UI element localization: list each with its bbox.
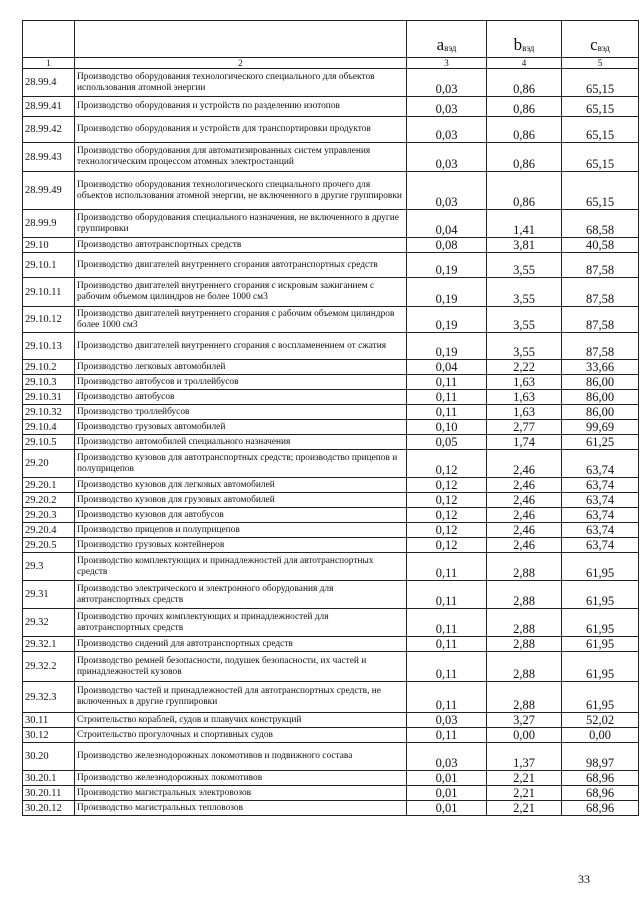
table-row [23, 333, 639, 360]
table-row [23, 553, 639, 581]
row-value-c: 86,00 [562, 405, 639, 420]
row-code: 29.10.1 [23, 253, 75, 278]
row-code: 28.99.4 [23, 69, 75, 97]
row-value-a: 0,19 [407, 278, 487, 307]
row-value-c: 87,58 [562, 253, 639, 278]
row-value-c: 65,15 [562, 172, 639, 210]
row-value-c: 63,74 [562, 523, 639, 538]
row-value-c: 61,95 [562, 682, 639, 713]
row-value-a: 0,03 [407, 117, 487, 143]
row-value-b: 2,46 [487, 523, 562, 538]
row-value-a: 0,19 [407, 307, 487, 333]
row-value-a: 0,11 [407, 609, 487, 637]
row-name: Производство прицепов и полуприцепов [75, 523, 407, 538]
table-row [23, 405, 639, 420]
row-value-c: 87,58 [562, 333, 639, 360]
table-row [23, 172, 639, 210]
row-value-b: 2,88 [487, 637, 562, 652]
table-row [23, 523, 639, 538]
row-value-c: 52,02 [562, 713, 639, 728]
column-number: 4 [487, 58, 562, 69]
table-row [23, 307, 639, 333]
row-code: 30.20.12 [23, 801, 75, 816]
table-row [23, 637, 639, 652]
row-name: Производство железнодорожных локомотивов [75, 771, 407, 786]
row-value-c: 63,74 [562, 450, 639, 478]
row-name: Производство сидений для автотранспортных средств [75, 637, 407, 652]
row-name: Производство грузовых автомобилей [75, 420, 407, 435]
row-name: Производство оборудования и устройств по разделению изотопов [75, 97, 407, 117]
row-value-b: 2,22 [487, 360, 562, 375]
table-row [23, 493, 639, 508]
row-value-a: 0,12 [407, 478, 487, 493]
row-name: Производство автотранспортных средств [75, 238, 407, 253]
header-a [407, 21, 487, 58]
row-value-c: 98,97 [562, 743, 639, 771]
page-number: 33 [578, 872, 590, 886]
row-value-c: 86,00 [562, 375, 639, 390]
row-name: Производство двигателей внутреннего сгорания автотранспортных средств [75, 253, 407, 278]
row-value-a: 0,19 [407, 333, 487, 360]
row-code: 28.99.41 [23, 97, 75, 117]
row-value-c: 61,95 [562, 637, 639, 652]
row-name: Производство автобусов и троллейбусов [75, 375, 407, 390]
row-value-a: 0,11 [407, 390, 487, 405]
header-b-sub: вэд [522, 43, 535, 53]
table-row [23, 435, 639, 450]
row-name: Производство кузовов для автотранспортных средств; производство прицепов и полуприцепов [75, 450, 407, 478]
row-value-a: 0,04 [407, 360, 487, 375]
row-value-c: 86,00 [562, 390, 639, 405]
row-code: 29.10 [23, 238, 75, 253]
row-value-b: 2,46 [487, 450, 562, 478]
table-row [23, 786, 639, 801]
row-value-b: 2,46 [487, 493, 562, 508]
row-name: Производство кузовов для легковых автомобилей [75, 478, 407, 493]
row-value-c: 63,74 [562, 538, 639, 553]
row-value-a: 0,12 [407, 538, 487, 553]
row-value-a: 0,11 [407, 553, 487, 581]
row-code: 29.10.12 [23, 307, 75, 333]
row-value-b: 1,63 [487, 375, 562, 390]
row-value-b: 3,55 [487, 333, 562, 360]
row-name: Производство железнодорожных локомотивов и подвижного состава [75, 743, 407, 771]
table-row [23, 713, 639, 728]
row-code: 30.20.11 [23, 786, 75, 801]
row-name: Производство оборудования технологического специального прочего для объектов использования атомной энергии, не включенного в другие группировки [75, 172, 407, 210]
table-row [23, 450, 639, 478]
row-value-a: 0,11 [407, 637, 487, 652]
row-value-c: 68,58 [562, 210, 639, 238]
row-code: 29.10.31 [23, 390, 75, 405]
row-value-a: 0,01 [407, 786, 487, 801]
row-code: 29.3 [23, 553, 75, 581]
row-name: Производство магистральных тепловозов [75, 801, 407, 816]
row-name: Производство оборудования специального назначения, не включенного в другие группировки [75, 210, 407, 238]
row-value-c: 61,25 [562, 435, 639, 450]
row-value-b: 1,37 [487, 743, 562, 771]
row-name: Производство кузовов для автобусов [75, 508, 407, 523]
row-value-b: 2,88 [487, 581, 562, 609]
coefficient-table [22, 20, 639, 816]
row-value-c: 61,95 [562, 652, 639, 682]
row-value-b: 3,27 [487, 713, 562, 728]
table-row [23, 652, 639, 682]
row-value-c: 61,95 [562, 609, 639, 637]
table-row [23, 278, 639, 307]
row-value-c: 40,58 [562, 238, 639, 253]
row-value-a: 0,03 [407, 172, 487, 210]
row-name: Производство двигателей внутреннего сгорания с воспламенением от сжатия [75, 333, 407, 360]
column-number: 5 [562, 58, 639, 69]
row-value-a: 0,19 [407, 253, 487, 278]
row-value-c: 65,15 [562, 117, 639, 143]
row-value-a: 0,12 [407, 493, 487, 508]
table-row [23, 210, 639, 238]
row-value-a: 0,12 [407, 450, 487, 478]
row-value-a: 0,03 [407, 143, 487, 172]
row-value-c: 65,15 [562, 143, 639, 172]
row-value-a: 0,01 [407, 801, 487, 816]
coefficient-table-sheet [22, 20, 639, 816]
row-code: 29.20.5 [23, 538, 75, 553]
row-value-a: 0,03 [407, 97, 487, 117]
header-b [487, 21, 562, 58]
row-code: 29.10.2 [23, 360, 75, 375]
header-code [23, 21, 75, 58]
row-code: 29.32.3 [23, 682, 75, 713]
table-row [23, 375, 639, 390]
row-code: 28.99.49 [23, 172, 75, 210]
row-name: Производство оборудования технологического специального для объектов использования атомной энергии [75, 69, 407, 97]
row-name: Производство частей и принадлежностей для автотранспортных средств, не включенных в другие группировки [75, 682, 407, 713]
column-number: 3 [407, 58, 487, 69]
table-row [23, 238, 639, 253]
row-name: Производство оборудования для автоматизированных систем управления технологическим процессом атомных электростанций [75, 143, 407, 172]
row-value-b: 0,00 [487, 728, 562, 743]
row-value-b: 2,88 [487, 553, 562, 581]
row-value-c: 0,00 [562, 728, 639, 743]
table-row [23, 420, 639, 435]
row-code: 29.20.2 [23, 493, 75, 508]
row-value-b: 3,55 [487, 253, 562, 278]
row-value-c: 87,58 [562, 307, 639, 333]
row-value-b: 0,86 [487, 117, 562, 143]
row-value-c: 87,58 [562, 278, 639, 307]
row-value-a: 0,12 [407, 508, 487, 523]
row-value-c: 68,96 [562, 801, 639, 816]
row-value-b: 2,46 [487, 508, 562, 523]
header-c-sub: вэд [597, 43, 610, 53]
row-code: 29.32.1 [23, 637, 75, 652]
row-value-c: 65,15 [562, 97, 639, 117]
row-value-b: 0,86 [487, 143, 562, 172]
row-name: Производство двигателей внутреннего сгорания с искровым зажиганием с рабочим объемом цилиндров не более 1000 см3 [75, 278, 407, 307]
row-name: Производство автомобилей специального назначения [75, 435, 407, 450]
row-value-b: 0,86 [487, 97, 562, 117]
table-row [23, 390, 639, 405]
row-value-a: 0,04 [407, 210, 487, 238]
table-row [23, 609, 639, 637]
row-value-b: 0,86 [487, 69, 562, 97]
row-code: 29.10.32 [23, 405, 75, 420]
row-code: 28.99.9 [23, 210, 75, 238]
row-value-a: 0,01 [407, 771, 487, 786]
table-row [23, 771, 639, 786]
header-a-letter: a [436, 35, 445, 54]
column-number: 2 [75, 58, 407, 69]
table-row [23, 743, 639, 771]
table-header-row [23, 21, 639, 58]
row-value-b: 3,81 [487, 238, 562, 253]
row-value-c: 61,95 [562, 581, 639, 609]
row-code: 29.10.11 [23, 278, 75, 307]
row-code: 29.10.5 [23, 435, 75, 450]
row-code: 29.31 [23, 581, 75, 609]
row-value-a: 0,11 [407, 581, 487, 609]
row-value-a: 0,11 [407, 375, 487, 390]
row-value-b: 2,88 [487, 609, 562, 637]
row-code: 29.20.1 [23, 478, 75, 493]
row-value-a: 0,11 [407, 652, 487, 682]
row-value-c: 63,74 [562, 478, 639, 493]
row-name: Производство легковых автомобилей [75, 360, 407, 375]
row-name: Производство прочих комплектующих и принадлежностей для автотранспортных средств [75, 609, 407, 637]
row-code: 28.99.43 [23, 143, 75, 172]
row-value-c: 68,96 [562, 786, 639, 801]
table-row [23, 682, 639, 713]
table-row [23, 581, 639, 609]
row-value-a: 0,05 [407, 435, 487, 450]
row-code: 28.99.42 [23, 117, 75, 143]
table-row [23, 117, 639, 143]
header-a-sub: вэд [444, 43, 457, 53]
row-value-b: 2,21 [487, 786, 562, 801]
row-value-c: 63,74 [562, 493, 639, 508]
table-row [23, 360, 639, 375]
row-code: 29.10.4 [23, 420, 75, 435]
row-code: 29.20 [23, 450, 75, 478]
row-name: Производство кузовов для грузовых автомобилей [75, 493, 407, 508]
row-value-c: 61,95 [562, 553, 639, 581]
row-code: 30.11 [23, 713, 75, 728]
header-b-letter: b [513, 35, 523, 54]
row-name: Строительство прогулочных и спортивных судов [75, 728, 407, 743]
row-name: Производство электрического и электронного оборудования для автотранспортных средств [75, 581, 407, 609]
table-row [23, 478, 639, 493]
row-value-b: 2,21 [487, 771, 562, 786]
row-name: Производство оборудования и устройств для транспортировки продуктов [75, 117, 407, 143]
table-row [23, 538, 639, 553]
row-value-a: 0,11 [407, 405, 487, 420]
row-value-a: 0,03 [407, 743, 487, 771]
row-code: 29.20.3 [23, 508, 75, 523]
row-value-a: 0,03 [407, 69, 487, 97]
row-code: 30.20 [23, 743, 75, 771]
row-value-a: 0,03 [407, 713, 487, 728]
row-value-a: 0,11 [407, 728, 487, 743]
row-value-b: 1,63 [487, 390, 562, 405]
row-code: 29.10.3 [23, 375, 75, 390]
row-value-c: 33,66 [562, 360, 639, 375]
row-name: Производство магистральных электровозов [75, 786, 407, 801]
row-name: Производство комплектующих и принадлежностей для автотранспортных средств [75, 553, 407, 581]
row-value-b: 2,21 [487, 801, 562, 816]
row-value-b: 2,46 [487, 478, 562, 493]
row-value-b: 1,63 [487, 405, 562, 420]
row-value-c: 68,96 [562, 771, 639, 786]
header-name [75, 21, 407, 58]
table-row [23, 97, 639, 117]
table-row [23, 253, 639, 278]
row-name: Производство троллейбусов [75, 405, 407, 420]
row-value-b: 2,77 [487, 420, 562, 435]
row-name: Производство грузовых контейнеров [75, 538, 407, 553]
row-name: Производство двигателей внутреннего сгорания с рабочим объемом цилиндров более 1000 см3 [75, 307, 407, 333]
row-value-c: 99,69 [562, 420, 639, 435]
row-value-b: 3,55 [487, 278, 562, 307]
row-value-b: 2,88 [487, 652, 562, 682]
row-value-a: 0,10 [407, 420, 487, 435]
row-name: Производство ремней безопасности, подушек безопасности, их частей и принадлежностей кузовов [75, 652, 407, 682]
row-value-a: 0,11 [407, 682, 487, 713]
row-code: 30.20.1 [23, 771, 75, 786]
row-code: 29.10.13 [23, 333, 75, 360]
table-body [23, 69, 639, 816]
row-value-b: 1,41 [487, 210, 562, 238]
row-value-b: 2,46 [487, 538, 562, 553]
row-value-c: 65,15 [562, 69, 639, 97]
row-name: Производство автобусов [75, 390, 407, 405]
row-value-c: 63,74 [562, 508, 639, 523]
header-c-letter: c [590, 35, 598, 54]
row-value-b: 2,88 [487, 682, 562, 713]
column-number: 1 [23, 58, 75, 69]
table-row [23, 801, 639, 816]
row-code: 29.32 [23, 609, 75, 637]
table-row [23, 143, 639, 172]
row-value-a: 0,12 [407, 523, 487, 538]
row-value-b: 3,55 [487, 307, 562, 333]
row-name: Строительство кораблей, судов и плавучих конструкций [75, 713, 407, 728]
table-row [23, 508, 639, 523]
row-value-a: 0,08 [407, 238, 487, 253]
row-code: 30.12 [23, 728, 75, 743]
table-row [23, 728, 639, 743]
row-value-b: 0,86 [487, 172, 562, 210]
header-c [562, 21, 639, 58]
row-code: 29.32.2 [23, 652, 75, 682]
row-code: 29.20.4 [23, 523, 75, 538]
row-value-b: 1,74 [487, 435, 562, 450]
column-numbering-row [23, 58, 639, 69]
table-row [23, 69, 639, 97]
